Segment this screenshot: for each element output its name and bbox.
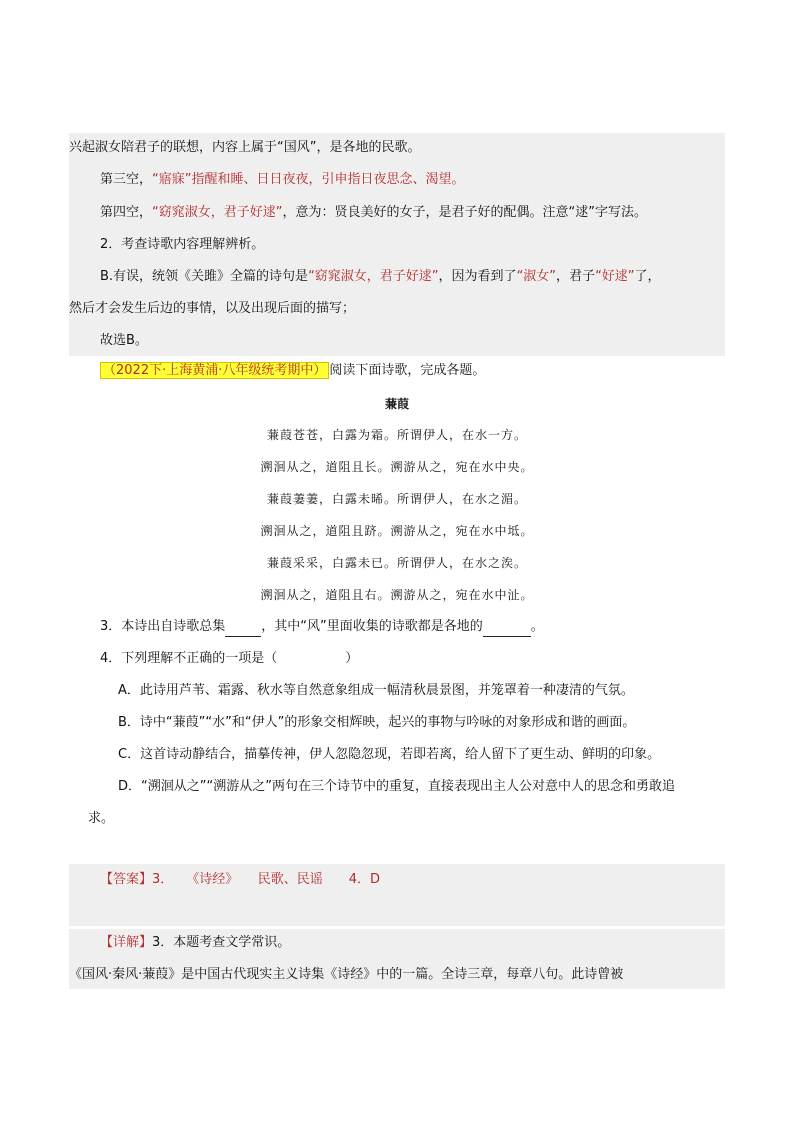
b-red-1: “窈窕淑女，君子好逑”	[308, 269, 439, 284]
b-text-4: 了，	[634, 269, 661, 284]
poem-line: 蒹葭萋萋，白露未晞。所谓伊人，在水之湄。	[266, 492, 527, 506]
option-b: B．诗中“蒹葭”“水”和“伊人”的形象交相辉映，起兴的事物与吟咏的对象形成和谐的画面。	[118, 715, 636, 730]
b-text-1: B.有误，统领《关雎》全篇的诗句是	[100, 269, 309, 284]
analysis-b-line-2: 然后才会发生后边的事情，以及出现后面的描写；	[69, 301, 356, 316]
analysis-b-line	[100, 267, 661, 287]
detail-label: 【详解】	[100, 935, 153, 950]
analysis-q2-head: 2．考查诗歌内容理解辨析。	[100, 237, 265, 252]
question-intro	[100, 361, 485, 381]
detail-line: 《国风·秦风·蒹葭》是中国古代现实主义诗集《诗经》中的一篇。全诗三章，每章八句。此诗曾被	[69, 967, 624, 982]
q3-part-1: 3．本诗出自诗歌总集	[100, 619, 226, 634]
poem-line: 蒹葭采采，白露未已。所谓伊人，在水之涘。	[266, 556, 527, 570]
poem-line: 溯洄从之，道阻且右。溯游从之，宛在水中沚。	[260, 588, 534, 602]
detail-head-text: 3．本题考查文学常识。	[152, 935, 291, 950]
kong3-label: 第三空，	[100, 172, 153, 187]
answer-line	[100, 870, 380, 890]
poem-line: 蒹葭苍苍，白露为霜。所谓伊人，在水一方。	[266, 428, 527, 442]
answer-text: 3． 《诗经》 民歌、民谣 4．D	[152, 872, 381, 887]
q3-blank-2[interactable]	[483, 622, 531, 637]
poem-title: 蒹葭	[384, 397, 409, 411]
option-a: A．此诗用芦苇、霜露、秋水等自然意象组成一幅清秋晨景图，并笼罩着一种凄清的气氛。	[118, 683, 634, 698]
analysis-line-1: 兴起淑女陪君子的联想，内容上属于“国风”，是各地的民歌。	[69, 140, 421, 155]
analysis-kong4	[100, 203, 647, 223]
kong4-label: 第四空，	[100, 205, 153, 220]
kong3-text: “寤寐”指醒和睡、日日夜夜，引申指日夜思念、渴望。	[152, 172, 465, 187]
intro-text: 阅读下面诗歌，完成各题。	[329, 363, 486, 378]
question-4-stem	[100, 649, 358, 669]
b-text-2: ，因为看到了	[438, 269, 517, 284]
question-3	[100, 617, 544, 637]
q3-part-3: 。	[530, 619, 544, 634]
kong4-red: “窈窕淑女，君子好逑”	[152, 205, 283, 220]
option-d-wrap: 求。	[88, 811, 115, 826]
kong4-text: ，意为：贤良美好的女子，是君子好的配偶。注意“逑”字写法。	[282, 205, 647, 220]
q3-part-2: ，其中“风”里面收集的诗歌都是各地的	[261, 619, 483, 634]
b-red-3: “好逑”	[595, 269, 635, 284]
analysis-kong3	[100, 170, 465, 190]
b-red-2: “淑女”	[516, 269, 557, 284]
poem-line: 溯洄从之，道阻且长。溯游从之，宛在水中央。	[260, 460, 534, 474]
q3-blank-1[interactable]	[225, 622, 261, 637]
analysis-choose: 故选B。	[100, 333, 148, 348]
option-d: D．“溯洄从之”“溯游从之”两句在三个诗节中的重复，直接表现出主人公对意中人的思念和勇敢追	[118, 779, 675, 794]
q4-stem: 4．下列理解不正确的一项是（	[100, 651, 278, 666]
source-tag: （2022下·上海黄浦·八年级统考期中）	[100, 362, 329, 379]
q4-stem-end: ）	[345, 651, 359, 666]
answer-label: 【答案】	[100, 872, 153, 887]
detail-head	[100, 933, 290, 953]
poem-line: 溯洄从之，道阻且跻。溯游从之，宛在水中坻。	[260, 524, 534, 538]
option-c: C．这首诗动静结合，描摹传神，伊人忽隐忽现，若即若离，给人留下了更生动、鲜明的印象。	[118, 747, 661, 762]
b-text-3: ，君子	[556, 269, 596, 284]
